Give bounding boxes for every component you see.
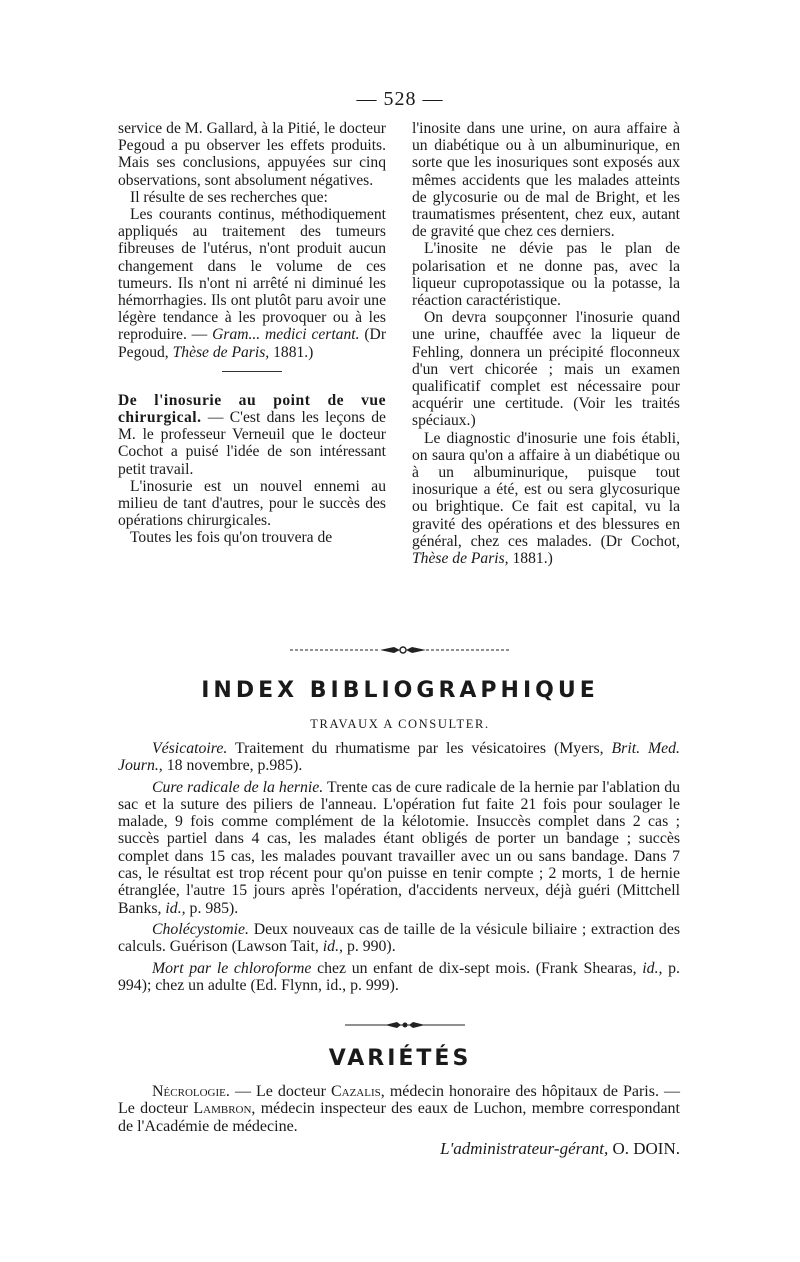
entry-text: Deux nouveaux cas de taille de la vésicule biliaire ; extraction des calculs. Guérison (Lawson Tait,	[118, 920, 680, 956]
signature	[0, 1139, 680, 1159]
citation-year: 1881.)	[512, 550, 553, 568]
signature-role: L'administrateur-gérant,	[440, 1139, 609, 1158]
citation-author: (Dr Cochot,	[600, 532, 680, 550]
section-heading: De l'inosurie au point de vue chirurgical.	[118, 391, 386, 427]
citation-year: 1881.)	[273, 343, 314, 361]
paragraph-text: — C'est dans les leçons de M. le professeur Verneuil que le docteur Cochot a puisé l'idée de son intéressant petit travail.	[118, 409, 386, 478]
paragraph: L'inosurie est un nouvel ennemi au milieu de tant d'autres, pour le succès des opérations chirurgicales.	[118, 477, 386, 530]
right-column	[412, 120, 680, 567]
paragraph-text: Le diagnostic d'inosurie une fois établi, on saura qu'on a affaire à un diabétique ou à un albuminurique, puisque tout inosurique a été, est ou sera glycosurique ou brightique. Ce fait est capital, vu la gravité des opérations et des blessures en général, chez ces malades.	[412, 429, 680, 550]
entry-text: Trente cas de cure radicale de la hernie par l'ablation du sac et la suture des piliers de l'anneau. L'opération fut faite 21 fois pour soulager le malade, 9 fois comme complément de la kélotomie. Insuccès complet dans 2 cas ; succès partiel dans 4 cas, les malades étant obligés de porter un bandage ; succès complet dans 15 cas, les malades pouvant travailler avec un ou sans bandage. Dans 7 cas, le résultat est trop récent pour qu'on puisse en tenir compte ; 2 morts, 1 de hernie étranglée, l'autre 15 jours après l'opération, d'accidents nerveux, déjà guéri (Mittchell Banks,	[118, 778, 680, 917]
entry-lead: Cholécystomie.	[152, 920, 249, 938]
bibliography-entry	[118, 740, 680, 775]
entry-tail: p. 985).	[189, 899, 239, 917]
entry-source: id.,	[165, 899, 186, 917]
entry-source: id.,	[642, 959, 663, 977]
bibliography-entry	[118, 960, 680, 995]
necrology-label: Nécrologie.	[152, 1083, 230, 1100]
citation-title: Thèse de Paris,	[172, 343, 270, 361]
paragraph	[118, 206, 386, 361]
citation-author: (Dr Pegoud,	[118, 326, 387, 361]
signature-name: O. DOIN.	[612, 1139, 680, 1158]
entry-text: chez un enfant de dix-sept mois. (Frank Shearas,	[317, 959, 637, 977]
left-column	[118, 120, 386, 547]
person-name: Lambron,	[193, 1100, 256, 1118]
varietes-title: VARIÉTÉS	[328, 1046, 472, 1071]
entry-tail: p. 994); chez un adulte (Ed. Flynn, id., p. 999).	[118, 959, 680, 994]
entry-tail: p. 990).	[346, 938, 396, 956]
paragraph: On devra soupçonner l'inosurie quand une urine, chauffée avec la liqueur de Fehling, donnera un précipité floconneux d'un vert chicorée ; mais un examen qualificatif complet est nécessaire pour acquérir une certitude. (Voir les traités spéciaux.)	[412, 309, 680, 430]
paragraph: service de M. Gallard, à la Pitié, le docteur Pegoud a pu observer les effets produits. Mais ses conclusions, appuyées sur cinq observations, sont absolument négatives.	[118, 120, 386, 189]
entry-lead: Mort par le chloroforme	[152, 959, 312, 977]
ornament-divider	[345, 1019, 465, 1031]
entry-text: Traitement du rhumatisme par les vésicatoires (Myers,	[234, 740, 604, 757]
necrology-text: médecin inspecteur des eaux de Luchon, membre correspondant de l'Académie de médecine.	[118, 1100, 681, 1135]
entry-lead: Cure radicale de la hernie.	[152, 778, 324, 796]
paragraph-text: Les courants continus, méthodiquement appliqués au traitement des tumeurs fibreuses de l'utérus, n'ont produit aucun changement dans le volume de ces tumeurs. Ils n'ont ni arrêté ni diminué les hémorrhagies. Ils ont plutôt paru avoir une légère tendance à les provoquer ou à les reproduire. —	[118, 206, 386, 344]
page-number: — 528 —	[356, 88, 444, 110]
bibliography-list	[118, 740, 680, 998]
necrology	[118, 1083, 680, 1135]
latin-quote: Gram... medici certant.	[212, 326, 360, 344]
necrology-text: — Le docteur	[234, 1083, 326, 1100]
person-name: Cazalis,	[330, 1083, 385, 1100]
ornament-divider	[290, 643, 510, 657]
entry-lead: Vésicatoire.	[152, 740, 228, 757]
necrology-text: médecin honoraire des hôpitaux de Paris. — Le docteur	[118, 1083, 681, 1118]
paragraph: Toutes les fois qu'on trouvera de	[130, 529, 333, 547]
entry-tail: 18 novembre, p.985).	[166, 757, 303, 775]
paragraph: Il résulte de ses recherches que:	[130, 188, 328, 206]
entry-source: id.,	[322, 938, 343, 956]
entry-source: Brit. Med. Journ.,	[118, 740, 680, 775]
bibliography-entry	[118, 779, 680, 917]
paragraph: l'inosite dans une urine, on aura affaire à un diabétique ou à un albuminurique, en sorte que les inosuriques sont exposés aux mêmes accidents que les malades atteints de glycosurie ou de mal de Bright, et les traumatismes présentent, chez eux, autant de gravité que chez ces derniers.	[412, 120, 680, 241]
paragraph: L'inosite ne dévie pas le plan de polarisation et ne donne pas, avec la liqueur cupropotassique ou la potasse, la réaction caractéristique.	[412, 240, 680, 310]
index-title: INDEX BIBLIOGRAPHIQUE	[201, 678, 599, 703]
citation-title: Thèse de Paris,	[412, 550, 509, 568]
paragraph	[412, 430, 680, 568]
separator-rule	[222, 371, 282, 372]
index-subtitle: TRAVAUX A CONSULTER.	[310, 717, 490, 731]
necrology-paragraph	[118, 1083, 680, 1135]
bibliography-entry	[118, 921, 680, 956]
